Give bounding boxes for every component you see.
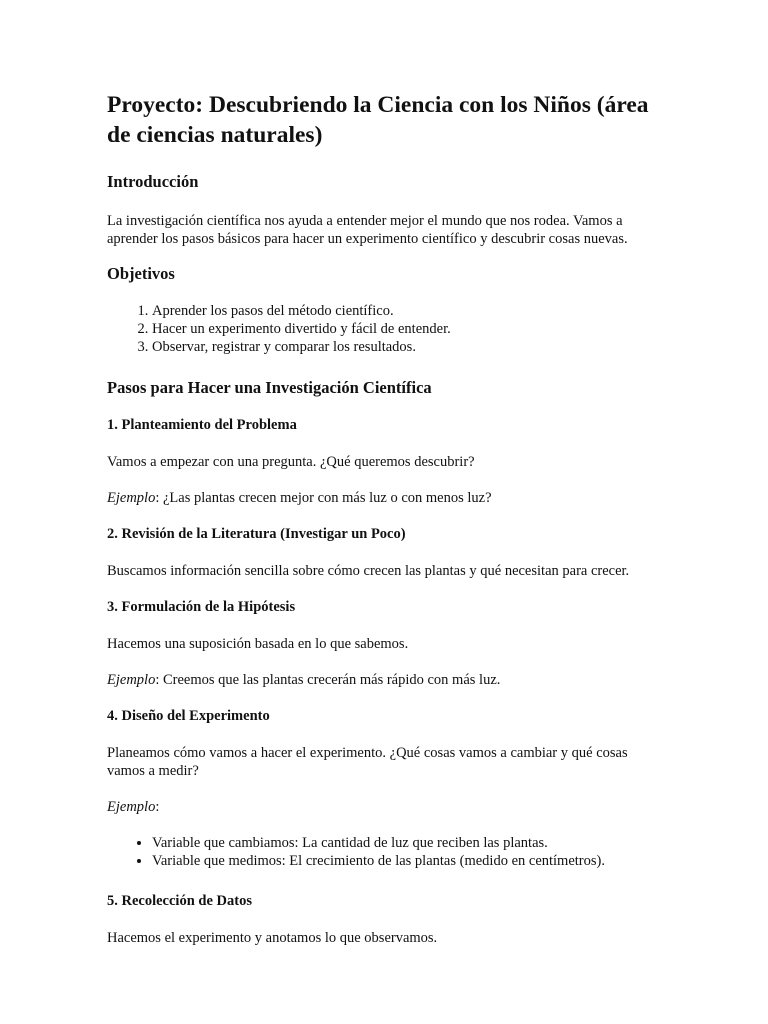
intro-heading: Introducción: [107, 172, 199, 191]
objective-item: 2. Hacer un experimento divertido y fácil de entender.: [152, 320, 668, 338]
objectives-list: [107, 302, 668, 356]
step1-example-text: : ¿Las plantas crecen mejor con más luz o con menos luz?: [155, 490, 492, 506]
objective-item: 1. Aprender los pasos del método científico.: [152, 302, 668, 320]
variable-item: • Variable que cambiamos: La cantidad de luz que reciben las plantas.: [152, 834, 668, 852]
step3-example: [107, 671, 668, 689]
step3-heading: 3. Formulación de la Hipótesis: [107, 599, 296, 615]
step2-heading: 2. Revisión de la Literatura (Investigar un Poco): [107, 526, 406, 542]
step4-example-text: :: [155, 799, 160, 815]
example-label: Ejemplo: [107, 799, 156, 815]
step1-heading: 1. Planteamiento del Problema: [107, 417, 297, 433]
step4-example: [107, 798, 668, 816]
step4-heading: 4. Diseño del Experimento: [107, 708, 270, 724]
step5-heading: 5. Recolección de Datos: [107, 893, 252, 909]
variables-list: [107, 834, 668, 870]
step1-example: [107, 489, 668, 507]
example-label: Ejemplo: [107, 490, 156, 506]
example-label: Ejemplo: [107, 672, 156, 688]
variable-item: • Variable que medimos: El crecimiento de las plantas (medido en centímetros).: [152, 852, 668, 870]
steps-heading: Pasos para Hacer una Investigación Científica: [107, 378, 432, 397]
intro-text: La investigación científica nos ayuda a entender mejor el mundo que nos rodea. Vamos a aprender los pasos básicos para hacer un experimento científico y descubrir cosas nuevas.: [107, 213, 628, 247]
document-title: Proyecto: Descubriendo la Ciencia con los Niños (área de ciencias naturales): [107, 92, 649, 148]
step1-text: Vamos a empezar con una pregunta. ¿Qué queremos descubrir?: [107, 454, 475, 470]
objectives-heading: Objetivos: [107, 264, 175, 283]
step3-example-text: : Creemos que las plantas crecerán más rápido con más luz.: [155, 672, 501, 688]
step2-text: Buscamos información sencilla sobre cómo crecen las plantas y qué necesitan para crecer.: [107, 563, 630, 579]
step4-text: Planeamos cómo vamos a hacer el experimento. ¿Qué cosas vamos a cambiar y qué cosas vamos a medir?: [107, 745, 628, 779]
objective-item: 3. Observar, registrar y comparar los resultados.: [152, 338, 668, 356]
step5-text: Hacemos el experimento y anotamos lo que observamos.: [107, 930, 438, 946]
step3-text: Hacemos una suposición basada en lo que sabemos.: [107, 636, 409, 652]
